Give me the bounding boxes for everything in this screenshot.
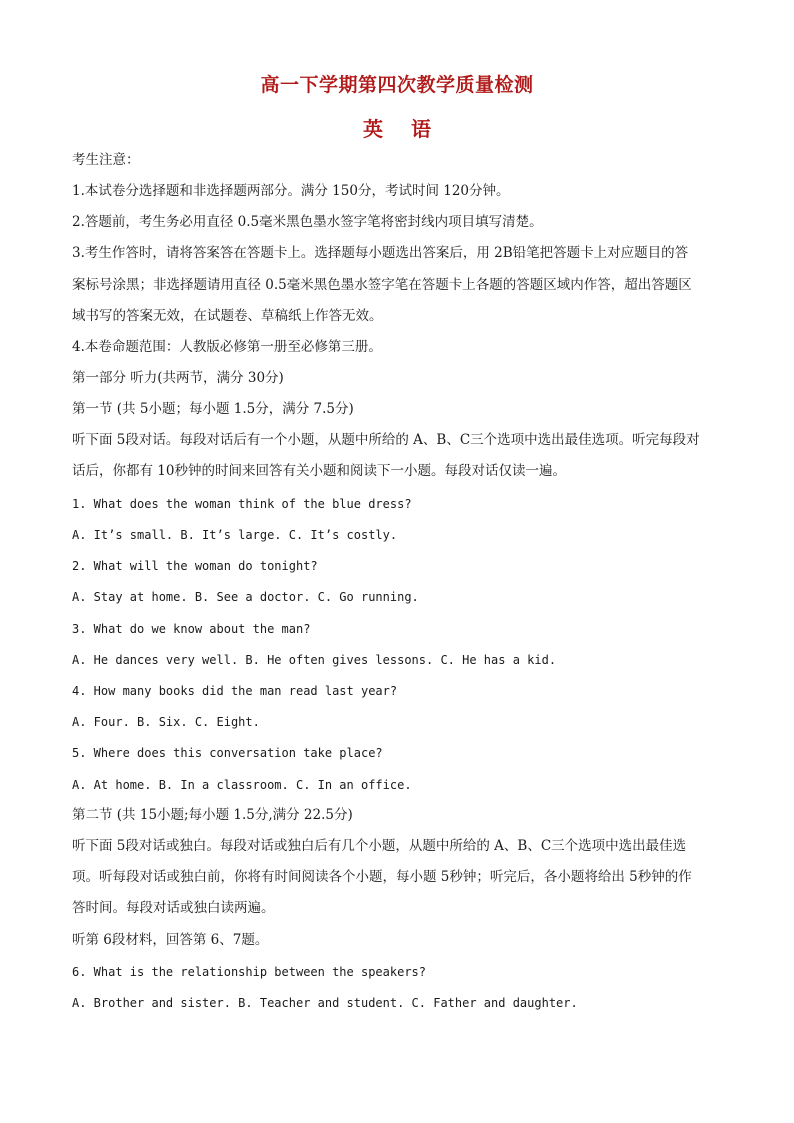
section1-heading: 第一节 (共 5小题；每小题 1.5分，满分 7.5分) [72, 401, 354, 417]
notice-item-3-line-3: 域书写的答案无效，在试题卷、草稿纸上作答无效。 [72, 308, 383, 324]
section2-heading: 第二节 (共 15小题;每小题 1.5分,满分 22.5分) [72, 807, 353, 823]
question-5-options: A. At home. B. In a classroom. C. In an office. [72, 778, 412, 792]
notice-item-3-line-1: 3.考生作答时，请将答案答在答题卡上。选择题每小题选出答案后，用 2B铅笔把答题卡上对应题目的答 [72, 245, 689, 261]
question-4: 4. How many books did the man read last year? [72, 684, 398, 698]
notice-item-4: 4.本卷命题范围：人教版必修第一册至必修第三册。 [72, 339, 382, 355]
question-5: 5. Where does this conversation take place? [72, 746, 383, 760]
material-6-intro: 听第 6段材料，回答第 6、7题。 [72, 932, 269, 948]
subject-char-1: 英 [363, 117, 383, 141]
exam-title: 高一下学期第四次教学质量检测 [260, 74, 534, 96]
section1-directions-line-1: 听下面 5段对话。每段对话后有一个小题，从题中所给的 A、B、C三个选项中选出最佳选项。听完每段对 [72, 432, 700, 448]
notice-item-1: 1.本试卷分选择题和非选择题两部分。满分 150分，考试时间 120分钟。 [72, 183, 510, 199]
subject-title [0, 113, 794, 142]
question-1-options: A. It’s small. B. It’s large. C. It’s costly. [72, 528, 398, 542]
question-6: 6. What is the relationship between the speakers? [72, 965, 427, 979]
question-1: 1. What does the woman think of the blue dress? [72, 497, 412, 511]
notice-item-2: 2.答题前，考生务必用直径 0.5毫米黑色墨水签字笔将密封线内项目填写清楚。 [72, 214, 543, 230]
question-3-options: A. He dances very well. B. He often gives lessons. C. He has a kid. [72, 653, 557, 667]
question-6-options: A. Brother and sister. B. Teacher and student. C. Father and daughter. [72, 996, 578, 1010]
section2-directions-line-2: 项。听每段对话或独白前，你将有时间阅读各个小题，每小题 5秒钟；听完后，各小题将给出 5秒钟的作 [72, 869, 692, 885]
section2-directions-line-3: 答时间。每段对话或独白读两遍。 [72, 900, 275, 916]
section1-directions-line-2: 话后，你都有 10秒钟的时间来回答有关小题和阅读下一小题。每段对话仅读一遍。 [72, 463, 566, 479]
question-3: 3. What do we know about the man? [72, 622, 311, 636]
question-4-options: A. Four. B. Six. C. Eight. [72, 715, 260, 729]
part1-heading: 第一部分 听力(共两节，满分 30分) [72, 370, 284, 386]
question-2: 2. What will the woman do tonight? [72, 559, 318, 573]
section2-directions-line-1: 听下面 5段对话或独白。每段对话或独白后有几个小题，从题中所给的 A、B、C三个选项中选出最佳选 [72, 838, 687, 854]
question-2-options: A. Stay at home. B. See a doctor. C. Go running. [72, 590, 419, 604]
notice-item-3-line-2: 案标号涂黑；非选择题请用直径 0.5毫米黑色墨水签字笔在答题卡上各题的答题区域内作答，超出答题区 [72, 277, 692, 293]
notice-heading: 考生注意： [72, 152, 140, 168]
subject-char-2: 语 [411, 117, 431, 141]
